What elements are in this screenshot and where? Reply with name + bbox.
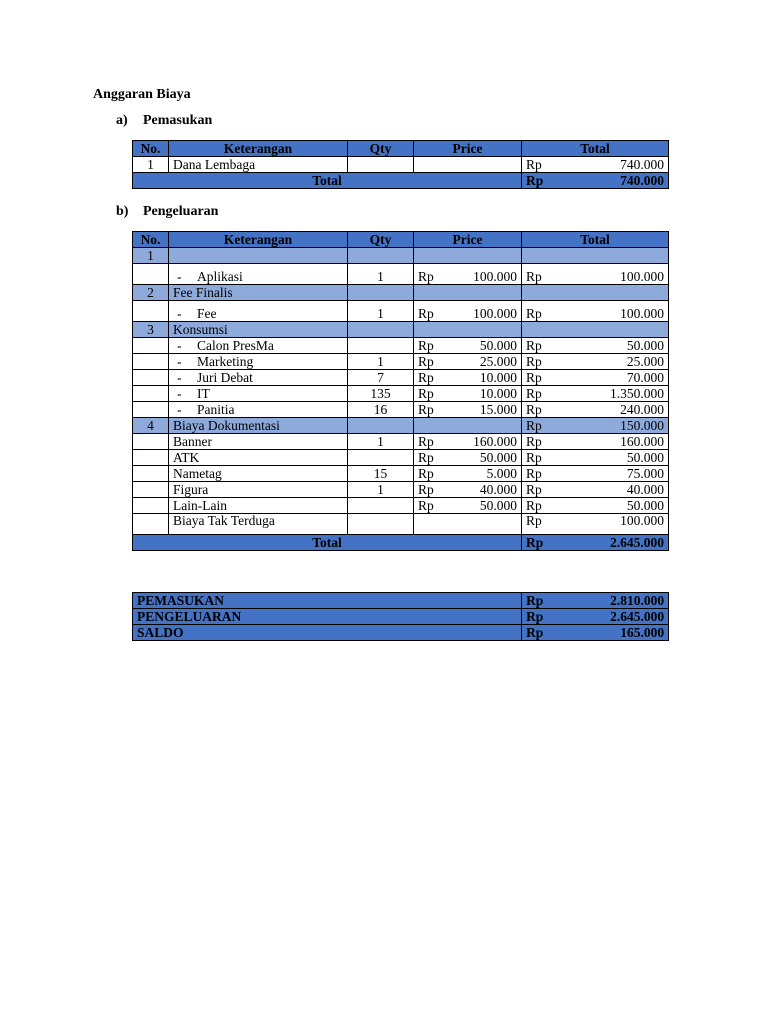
- income-section-marker: a): [116, 113, 128, 128]
- summary-label: SALDO: [133, 625, 522, 641]
- table-row: [133, 157, 669, 173]
- row-price: 25.000: [449, 354, 522, 370]
- row-total: 75.000: [557, 466, 669, 482]
- table-row: [133, 402, 669, 418]
- row-total: 40.000: [557, 482, 669, 498]
- summary-row: [133, 609, 669, 625]
- income-section-title: Pemasukan: [143, 113, 213, 128]
- col-desc-header: Keterangan: [169, 141, 348, 157]
- income-total-value: 740.000: [557, 173, 669, 189]
- item-label: Calon PresMa: [197, 338, 274, 353]
- row-price: 100.000: [449, 301, 522, 322]
- item-dash: -: [177, 370, 182, 385]
- row-price-currency: Rp: [414, 434, 449, 450]
- row-desc: Lain-Lain: [169, 498, 348, 514]
- row-price: [449, 157, 522, 173]
- row-total: 160.000: [557, 434, 669, 450]
- col-no-header: No.: [133, 232, 169, 248]
- summary-currency: Rp: [522, 593, 557, 609]
- row-desc: Dana Lembaga: [169, 157, 348, 173]
- table-row: [133, 370, 669, 386]
- row-qty: 16: [348, 402, 414, 418]
- row-price-currency: Rp: [414, 386, 449, 402]
- row-no: [133, 386, 169, 402]
- category-qty: [348, 418, 414, 434]
- category-price: [414, 285, 522, 301]
- table-row: [133, 498, 669, 514]
- row-desc: [169, 402, 348, 418]
- table-row: [133, 386, 669, 402]
- item-label: Juri Debat: [197, 370, 253, 385]
- row-qty: 15: [348, 466, 414, 482]
- income-total-row: [133, 173, 669, 189]
- table-row: [133, 466, 669, 482]
- expense-section-heading: [116, 204, 218, 220]
- row-no: [133, 354, 169, 370]
- table-row: [133, 514, 669, 535]
- row-no: [133, 434, 169, 450]
- expense-table-header: [133, 232, 669, 248]
- col-desc-header: Keterangan: [169, 232, 348, 248]
- row-no: 1: [133, 157, 169, 173]
- expense-total-row: [133, 535, 669, 551]
- row-price: 15.000: [449, 402, 522, 418]
- row-desc: [169, 338, 348, 354]
- row-desc: ATK: [169, 450, 348, 466]
- row-qty: 1: [348, 434, 414, 450]
- row-desc: [169, 264, 348, 285]
- row-total-currency: Rp: [522, 402, 557, 418]
- item-label: IT: [197, 386, 210, 401]
- row-total: 100.000: [557, 514, 669, 535]
- row-total: 100.000: [557, 301, 669, 322]
- category-qty: [348, 322, 414, 338]
- row-price-currency: Rp: [414, 498, 449, 514]
- row-price: 50.000: [449, 450, 522, 466]
- category-qty: [348, 285, 414, 301]
- row-desc: Biaya Tak Terduga: [169, 514, 348, 535]
- row-total: 70.000: [557, 370, 669, 386]
- category-price: [414, 322, 522, 338]
- row-total-currency: Rp: [522, 450, 557, 466]
- income-total-label: Total: [133, 173, 522, 189]
- row-total-currency: Rp: [522, 264, 557, 285]
- row-total: 50.000: [557, 338, 669, 354]
- item-label: Panitia: [197, 402, 235, 417]
- row-no: [133, 301, 169, 322]
- item-label: Marketing: [197, 354, 254, 369]
- table-row: [133, 434, 669, 450]
- row-total-currency: Rp: [522, 482, 557, 498]
- row-no: [133, 402, 169, 418]
- col-total-header: Total: [522, 232, 669, 248]
- row-qty: [348, 338, 414, 354]
- category-row: [133, 322, 669, 338]
- col-qty-header: Qty: [348, 232, 414, 248]
- expense-table: [132, 231, 669, 551]
- category-desc: Fee Finalis: [169, 285, 348, 301]
- summary-label: PEMASUKAN: [133, 593, 522, 609]
- row-price: 50.000: [449, 498, 522, 514]
- row-total-currency: Rp: [522, 434, 557, 450]
- row-no: [133, 370, 169, 386]
- row-qty: [348, 498, 414, 514]
- category-no: 3: [133, 322, 169, 338]
- row-no: [133, 338, 169, 354]
- summary-currency: Rp: [522, 625, 557, 641]
- row-price-currency: Rp: [414, 354, 449, 370]
- row-price: [414, 514, 522, 535]
- row-total: 100.000: [557, 264, 669, 285]
- expense-total-currency: Rp: [522, 535, 557, 551]
- category-price: [414, 418, 522, 434]
- expense-section-marker: b): [116, 204, 129, 219]
- col-price-header: Price: [414, 232, 522, 248]
- item-dash: -: [177, 306, 182, 321]
- row-no: [133, 264, 169, 285]
- col-qty-header: Qty: [348, 141, 414, 157]
- row-desc: [169, 370, 348, 386]
- summary-row: [133, 593, 669, 609]
- row-price-currency: Rp: [414, 338, 449, 354]
- row-no: [133, 514, 169, 535]
- row-total-currency: Rp: [522, 338, 557, 354]
- col-price-header: Price: [414, 141, 522, 157]
- item-label: Fee: [197, 306, 217, 321]
- table-row: [133, 354, 669, 370]
- row-qty: [348, 157, 414, 173]
- category-row: [133, 248, 669, 264]
- expense-section-title: Pengeluaran: [143, 204, 219, 219]
- row-desc: Figura: [169, 482, 348, 498]
- row-desc: [169, 301, 348, 322]
- row-price: 100.000: [449, 264, 522, 285]
- row-qty: 135: [348, 386, 414, 402]
- table-row: [133, 482, 669, 498]
- category-row: [133, 285, 669, 301]
- summary-value: 2.810.000: [557, 593, 669, 609]
- row-qty: 7: [348, 370, 414, 386]
- summary-label: PENGELUARAN: [133, 609, 522, 625]
- col-total-header: Total: [522, 141, 669, 157]
- row-price-currency: Rp: [414, 450, 449, 466]
- row-qty: [348, 450, 414, 466]
- row-price-currency: Rp: [414, 370, 449, 386]
- row-price-currency: Rp: [414, 264, 449, 285]
- expense-total-label: Total: [133, 535, 522, 551]
- row-total: 50.000: [557, 498, 669, 514]
- row-total: 740.000: [557, 157, 669, 173]
- row-qty: 1: [348, 354, 414, 370]
- category-no: 4: [133, 418, 169, 434]
- item-dash: -: [177, 354, 182, 369]
- row-qty: 1: [348, 482, 414, 498]
- category-total: 150.000: [557, 418, 669, 434]
- category-total: [522, 285, 669, 301]
- category-desc: [169, 248, 348, 264]
- item-dash: -: [177, 338, 182, 353]
- item-dash: -: [177, 402, 182, 417]
- document-title: Anggaran Biaya: [93, 87, 191, 102]
- row-no: [133, 466, 169, 482]
- row-total: 240.000: [557, 402, 669, 418]
- row-qty: 1: [348, 301, 414, 322]
- row-total-currency: Rp: [522, 498, 557, 514]
- income-total-currency: Rp: [522, 173, 557, 189]
- row-total-currency: Rp: [522, 157, 557, 173]
- category-no: 1: [133, 248, 169, 264]
- row-qty: [348, 514, 414, 535]
- item-label: Aplikasi: [197, 269, 243, 284]
- category-total-currency: Rp: [522, 418, 557, 434]
- row-total: 1.350.000: [557, 386, 669, 402]
- row-desc: Banner: [169, 434, 348, 450]
- category-total: [522, 322, 669, 338]
- summary-row: [133, 625, 669, 641]
- row-total-currency: Rp: [522, 386, 557, 402]
- table-row: [133, 301, 669, 322]
- row-desc: [169, 354, 348, 370]
- item-dash: -: [177, 269, 182, 284]
- table-row: [133, 450, 669, 466]
- category-price: [414, 248, 522, 264]
- row-total-currency: Rp: [522, 370, 557, 386]
- income-section-heading: [116, 113, 212, 129]
- row-price-currency: [414, 157, 449, 173]
- summary-table: [132, 592, 669, 641]
- row-total-currency: Rp: [522, 301, 557, 322]
- expense-total-value: 2.645.000: [557, 535, 669, 551]
- category-desc: Biaya Dokumentasi: [169, 418, 348, 434]
- col-no-header: No.: [133, 141, 169, 157]
- row-total-currency: Rp: [522, 514, 557, 535]
- category-desc: Konsumsi: [169, 322, 348, 338]
- row-total: 50.000: [557, 450, 669, 466]
- row-desc: [169, 386, 348, 402]
- row-no: [133, 482, 169, 498]
- row-desc: Nametag: [169, 466, 348, 482]
- row-price: 160.000: [449, 434, 522, 450]
- category-no: 2: [133, 285, 169, 301]
- row-price-currency: Rp: [414, 402, 449, 418]
- row-price: 10.000: [449, 386, 522, 402]
- category-row: [133, 418, 669, 434]
- row-price-currency: Rp: [414, 482, 449, 498]
- row-qty: 1: [348, 264, 414, 285]
- table-row: [133, 338, 669, 354]
- summary-value: 2.645.000: [557, 609, 669, 625]
- category-qty: [348, 248, 414, 264]
- row-price: 50.000: [449, 338, 522, 354]
- row-price: 40.000: [449, 482, 522, 498]
- item-dash: -: [177, 386, 182, 401]
- row-total-currency: Rp: [522, 466, 557, 482]
- row-price: 10.000: [449, 370, 522, 386]
- row-total-currency: Rp: [522, 354, 557, 370]
- row-total: 25.000: [557, 354, 669, 370]
- income-table-header: [133, 141, 669, 157]
- row-no: [133, 450, 169, 466]
- income-table: [132, 140, 669, 189]
- row-no: [133, 498, 169, 514]
- category-total: [522, 248, 669, 264]
- row-price: 5.000: [449, 466, 522, 482]
- summary-value: 165.000: [557, 625, 669, 641]
- summary-currency: Rp: [522, 609, 557, 625]
- row-price-currency: Rp: [414, 301, 449, 322]
- row-price-currency: Rp: [414, 466, 449, 482]
- table-row: [133, 264, 669, 285]
